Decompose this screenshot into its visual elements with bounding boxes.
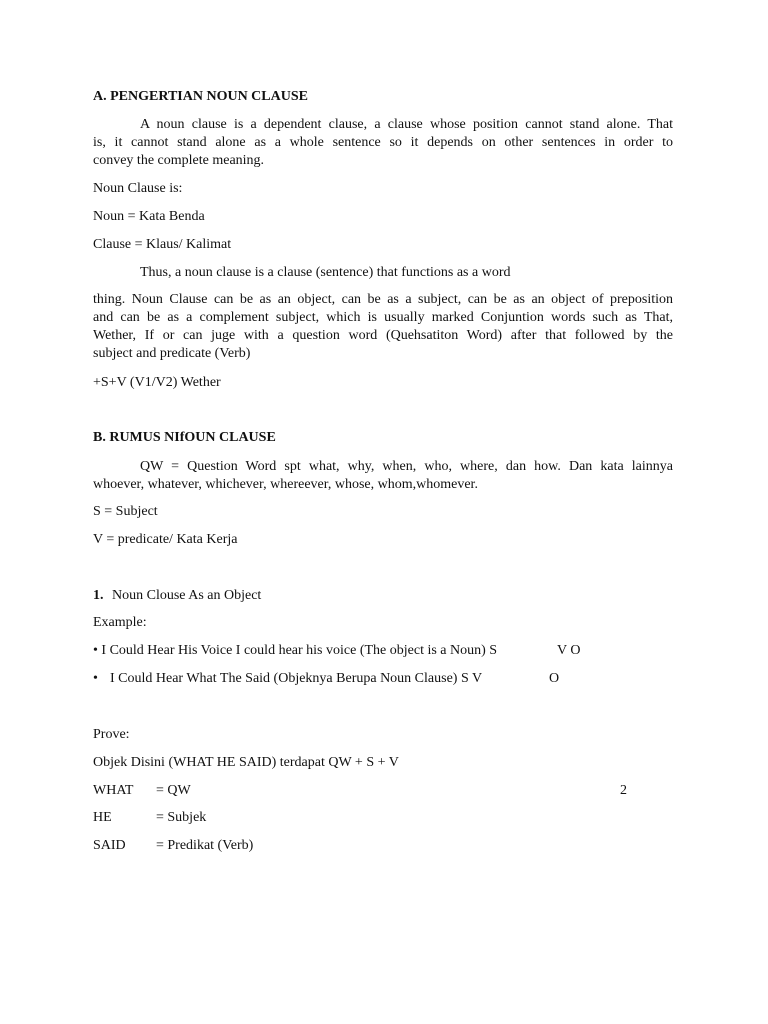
noun-definition: Noun = Kata Benda	[93, 209, 205, 224]
section-b-heading: B. RUMUS NIfOUN CLAUSE	[93, 430, 276, 445]
prove-term-what: WHAT	[93, 783, 134, 798]
prove-term-said: SAID	[93, 838, 126, 853]
example-2-o: O	[549, 671, 560, 686]
qw-paragraph: QW = Question Word spt what, why, when, who, where, dan how. Dan kata lainnya whoever, whatever, whichever, whereever, whose, whom,whomever.	[93, 459, 673, 492]
formula-line: +S+V (V1/V2) Wether	[93, 375, 221, 390]
prove-def-what: = QW	[156, 783, 191, 798]
example-2-bullet: •	[93, 671, 98, 686]
prove-label: Prove:	[93, 727, 130, 742]
item-1-number: 1.	[93, 588, 104, 603]
section-a-heading: A. PENGERTIAN NOUN CLAUSE	[93, 89, 308, 104]
example-2: I Could Hear What The Said (Objeknya Berupa Noun Clause) S V	[110, 671, 483, 686]
example-1: • I Could Hear His Voice I could hear his voice (The object is a Noun) S	[93, 643, 498, 658]
item-1-title: Noun Clouse As an Object	[112, 588, 262, 603]
intro-paragraph: A noun clause is a dependent clause, a clause whose position cannot stand alone. That is, it cannot stand alone as a whole sentence so it depends on other sentences in order to convey the complete meaning.	[93, 117, 673, 168]
example-label: Example:	[93, 615, 147, 630]
prove-def-said: = Predikat (Verb)	[156, 838, 254, 853]
prove-def-he: = Subjek	[156, 810, 207, 825]
prove-term-he: HE	[93, 810, 112, 825]
example-1-vo: V O	[557, 643, 581, 658]
thing-paragraph: thing. Noun Clause can be as an object, can be as a subject, can be as an object of preposition and can be as a complement subject, which is usually marked Conjuntion words such as That, Wether, If or can juge with a question word (Quehsatiton Word) after that followed by the subject and predicate (Verb)	[93, 292, 673, 361]
objek-line: Objek Disini (WHAT HE SAID) terdapat QW + S + V	[93, 755, 399, 770]
noun-clause-is-line: Noun Clause is:	[93, 181, 183, 196]
v-definition: V = predicate/ Kata Kerja	[93, 532, 238, 547]
clause-definition: Clause = Klaus/ Kalimat	[93, 237, 232, 252]
s-definition: S = Subject	[93, 504, 158, 519]
page-number: 2	[620, 783, 627, 798]
thus-line: Thus, a noun clause is a clause (sentence) that functions as a word	[140, 265, 511, 280]
